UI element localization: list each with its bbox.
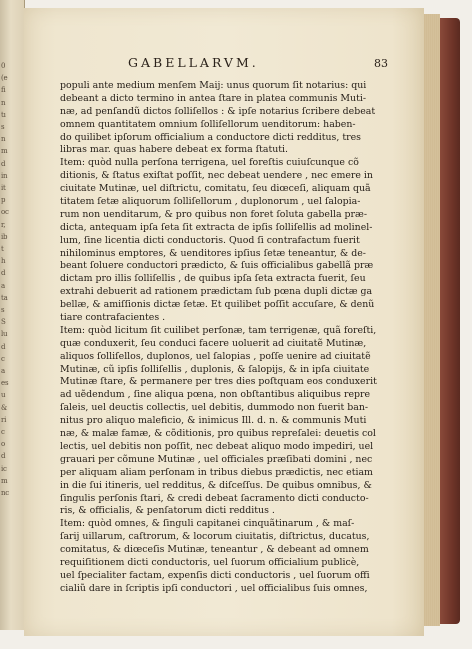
text-line: comitatus, & diœceſis Mutinæ, teneantur , & debeant ad omnem: [60, 544, 369, 556]
left-page-fragment: lu: [1, 330, 8, 339]
text-line: dicta, antequam ipſa ſeta ſit extracta de ipſis ſolliſellis ad molinel-: [60, 221, 373, 233]
text-line: tiare contrafacientes .: [60, 312, 166, 324]
left-page-fragment: ta: [1, 293, 8, 302]
text-line: nitus pro aliquo maleficio, & inimicus Ill. d. n. & communis Muti: [60, 415, 367, 427]
left-page-fragment: ic: [1, 464, 7, 473]
text-line: Item: quòd nulla perſona terrigena, uel foreſtis cuiuſcunque cõ: [60, 157, 359, 169]
left-page-fragment: a: [1, 367, 5, 375]
left-page-fragment: es: [1, 379, 9, 388]
left-page-fragment: s: [1, 306, 5, 314]
left-page-fragment: d: [1, 342, 6, 351]
text-line: populi ante medium menſem Maij: unus quorum ſit notarius: qui: [60, 80, 367, 91]
text-line: ſarij uillarum, caſtrorum, & locorum ciuitatis, diſtrictus, ducatus,: [60, 531, 370, 543]
text-line: extrahi debuerit ad rationem prædictam ſub pœna dupli dictæ ga: [60, 286, 373, 298]
text-line: ciuitate Mutinæ, uel diſtrictu, comitatu, ſeu diœceſi, aliquam quã: [60, 183, 371, 195]
left-page-fragment: o: [1, 440, 6, 449]
text-line: næ, ad penſandũ dictos ſolliſellos : & ipſe notarius ſcribere debeat: [60, 105, 376, 117]
left-page-fragment: ri: [1, 415, 7, 424]
facing-left-page: [0, 0, 25, 630]
text-line: næ, & malæ famæ, & cõditionis, pro quibus repreſalei: deuetis col: [60, 428, 376, 440]
text-line: do quilibet ipſorum officialium a conductore dicti redditus, tres: [60, 131, 361, 143]
left-page-fragment: fi: [1, 86, 6, 95]
left-page-fragment: in: [1, 171, 8, 180]
text-line: beant ſoluere conductori prædicto, & ſuis officialibus gabellã præ: [60, 260, 374, 272]
left-page-fragment: m: [1, 147, 8, 156]
left-page-fragment: u: [1, 391, 6, 400]
left-page-fragment: s: [1, 123, 5, 131]
left-page-fragment: p: [1, 196, 6, 205]
page-number: 83: [374, 57, 388, 70]
text-line: nihilominus emptores, & uenditores ipſius ſetæ teneantur, & de-: [60, 247, 366, 259]
left-page-fragment: t: [1, 245, 4, 253]
left-page-fragment: c: [1, 428, 5, 436]
left-page-fragment: d: [1, 269, 6, 278]
text-line: requiſitionem dicti conductoris, uel ſuorum officialium publicè,: [60, 556, 360, 568]
text-line: cialiũ dare in ſcriptis ipſi conductori , uel officialibus ſuis omnes,: [60, 582, 368, 594]
left-page-fragment: S: [1, 318, 6, 327]
left-page-fragment: r,: [1, 220, 6, 229]
left-page-fragment: tı: [1, 110, 6, 119]
text-line: Mutinæ, cũ ipſis ſolliſellis , duplonis, & ſalopijs, & in ipſa ciuitate: [60, 363, 370, 375]
left-page-fragment: it: [1, 184, 6, 192]
left-page-fragment: n: [1, 135, 6, 144]
left-page-fragment: nc: [1, 489, 10, 497]
text-line: ad uẽdendum , ſine aliqua pœna, non obſtantibus aliquibus repre: [60, 389, 371, 401]
text-line: bellæ, & amiſſionis dictæ ſetæ. Et quilibet poſſit accuſare, & denũ: [60, 299, 375, 311]
text-line: titatem ſetæ aliquorum ſolliſellorum , duplonorum , uel ſalopia-: [60, 196, 361, 208]
text-line: Item: quòd omnes, & ſinguli capitanei cinquãtinarum , & maſ-: [60, 518, 355, 530]
left-page-fragment: m: [1, 476, 8, 485]
text-line: lum, ſine licentia dicti conductoris. Quod ſi contrafactum fuerit: [60, 234, 360, 246]
text-line: ditionis, & ſtatus exiſtat poſſit, nec debeat uendere , nec emere in: [60, 170, 373, 182]
left-page-fragment: h: [1, 257, 6, 266]
left-page-fragment: (e: [1, 74, 8, 83]
body-text: [60, 80, 388, 596]
left-page-fragment: oc: [1, 208, 9, 217]
left-page-fragment: d: [1, 452, 6, 461]
text-line: ſingulis perſonis ſtari, & credi debeat ſacramento dicti conducto-: [60, 492, 369, 504]
book-cover: [440, 18, 460, 624]
text-line: debeant a dicto termino in antea ſtare in platea communis Muti-: [60, 92, 366, 104]
page-header: [128, 55, 388, 77]
text-line: rum non uenditarum, & pro quibus non foret ſoluta gabella præ-: [60, 208, 367, 220]
text-line: lectis, uel debitis non poſſit, nec debeat aliquo modo impediri, uel: [60, 440, 374, 452]
text-line: Item: quòd licitum ſit cuilibet perſonæ, tam terrigenæ, quã foreſti,: [60, 324, 377, 336]
text-line: aliquos ſolliſellos, duplonos, uel ſalopias , poſſe uenire ad ciuitatẽ: [60, 350, 371, 362]
page-edges: [424, 14, 440, 626]
text-line: omnem quantitatem omnium ſolliſellorum uenditorum: haben-: [60, 118, 356, 130]
text-line: libras mar. quas habere debeat ex forma ſtatuti.: [60, 144, 289, 156]
text-line: Mutinæ ſtare, & permanere per tres dies poſtquam eos conduxerit: [60, 376, 377, 388]
left-page-fragment: 0: [1, 62, 6, 70]
text-line: dictam pro illis ſolliſellis , de quibus ipſa ſeta extracta fuerit, ſeu: [60, 273, 366, 285]
text-line: ſaleis, uel deuctis collectis, uel debitis, dummodo non fuerit ban-: [60, 402, 369, 414]
running-title: GABELLARVM.: [128, 55, 259, 70]
text-line: grauari per cõmune Mutinæ , uel officiales præſibati domini , nec: [60, 453, 373, 465]
left-page-fragment: a: [1, 281, 5, 290]
text-line: quæ conduxerit, ſeu conduci facere uoluerit ad ciuitatẽ Mutinæ,: [60, 337, 367, 349]
left-page-fragment: d: [1, 159, 6, 168]
text-line: in die ſui itineris, uel redditus, & diſceſſus. De quibus omnibus, &: [60, 479, 372, 491]
text-line: per aliquam aliam perſonam in tribus diebus prædictis, nec etiam: [60, 466, 373, 478]
text-line: uel ſpecialiter factam, expenſis dicti conductoris , uel ſuorum offi: [60, 569, 370, 581]
left-page-fragment: n: [1, 98, 6, 107]
text-line: ris, & officialis, & penſatorum dicti redditus .: [60, 505, 275, 517]
left-page-fragment: ib: [1, 232, 8, 241]
left-page-fragment: &: [1, 403, 8, 412]
left-page-fragment: c: [1, 354, 5, 363]
